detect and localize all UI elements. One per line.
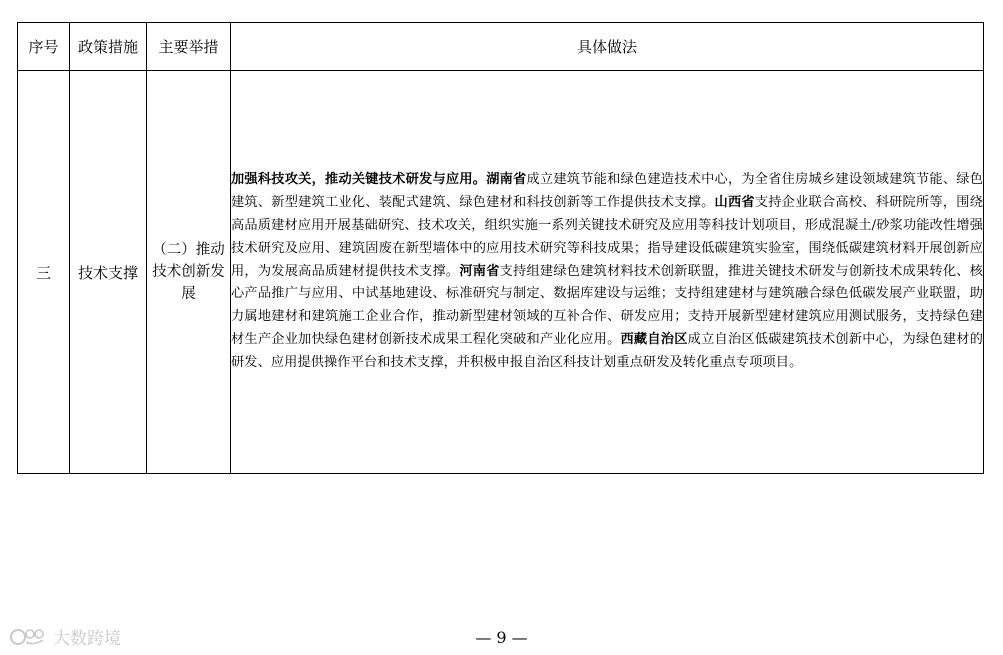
detail-segment: 湖南省 <box>486 172 527 188</box>
detail-segment: 山西省 <box>714 195 755 211</box>
detail-segment: 河南省 <box>459 263 500 279</box>
row-policy: 技术支撑 <box>70 71 147 474</box>
header-detail: 具体做法 <box>231 23 984 71</box>
detail-segment: 加强科技攻关，推动关键技术研发与应用。 <box>231 172 487 188</box>
table-header-row <box>18 23 984 71</box>
row-measure: （二）推动技术创新发展 <box>147 71 231 474</box>
detail-segment: 成立自治区低碳建筑技术创新中心，为绿色建材的研发、应用提供操作平台和技术支撑，并积极申报自治区科技计划重点研发及转化重点专项项目。 <box>231 331 983 370</box>
table-row <box>18 71 984 474</box>
policy-table <box>17 22 984 474</box>
watermark <box>9 624 121 649</box>
detail-segment: 支持组建绿色建筑材料技术创新联盟，推进关键技术研发与创新技术成果转化、核心产品推广与应用、中试基地建设、标准研究与制定、数据库建设与运维；支持组建建材与建筑融合绿色低碳发展产业联盟，助力属地建材和建筑施工企业合作，推动新型建材领域的互补合作、研发应用；支持开展新型建材建筑应用测试服务，支持绿色建材生产企业加快绿色建材创新技术成果工程化突破和产业化应用。 <box>231 263 983 347</box>
page-number: — 9 — <box>475 628 528 647</box>
logo-mark-icon <box>9 626 49 648</box>
row-detail <box>231 71 984 474</box>
row-no: 三 <box>18 71 70 474</box>
detail-segment: 西藏自治区 <box>620 331 688 347</box>
header-policy: 政策措施 <box>70 23 147 71</box>
header-measure: 主要举措 <box>147 23 231 71</box>
detail-segment: 成立建筑节能和绿色建造技术中心，为全省住房城乡建设领域建筑节能、绿色建筑、新型建筑工业化、装配式建筑、绿色建材和科技创新等工作提供技术支撑。 <box>231 172 983 211</box>
header-no: 序号 <box>18 23 70 71</box>
watermark-text: 大数跨境 <box>53 629 121 649</box>
detail-segment: 支持企业联合高校、科研院所等，围绕高品质建材应用开展基础研究、技术攻关，组织实施一系列关键技术研究及应用等科技计划项目，形成混凝土/砂浆功能改性增强技术研究及应用、建筑固废在新型墙体中的应用技术研究等科技成果；指导建设低碳建筑实验室，围绕低碳建筑材料开展创新应用，为发展高品质建材提供技术支撑。 <box>231 195 983 279</box>
